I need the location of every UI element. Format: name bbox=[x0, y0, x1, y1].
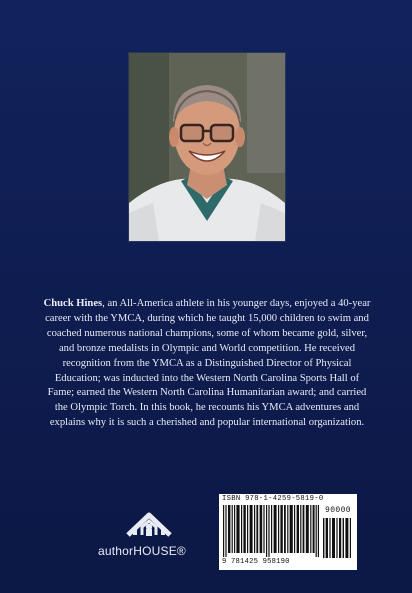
author-name: Chuck Hines bbox=[43, 298, 103, 309]
author-photo bbox=[128, 52, 286, 242]
barcode-bars bbox=[223, 505, 319, 557]
author-bio bbox=[42, 297, 372, 431]
bio-text: , an All-America athlete in his younger days, enjoyed a 40-year career with the YMCA, during which he taught 15,000 children to swim and coached numerous national champions, some of whom became gold, silver, and bronze medalists in Olympic and World competition. He received recognition from the YMCA as a Distinguished Director of Physical Education; was inducted into the Western North Carolina Sports Hall of Fame; earned the Western North Carolina Humanitarian award; and carried the Olympic Torch. In this book, he recounts his YMCA adventures and explains why it is such a cherished and popular international organization. bbox=[45, 298, 371, 429]
publisher-name: authorHOUSE® bbox=[98, 544, 186, 558]
price-code: 90000 bbox=[325, 506, 352, 515]
addon-bars bbox=[323, 518, 353, 558]
isbn-label: ISBN 978-1-4259-5819-0 bbox=[222, 495, 324, 503]
barcode bbox=[219, 494, 357, 570]
barcode-digits: 9 781425 958190 bbox=[222, 558, 290, 566]
